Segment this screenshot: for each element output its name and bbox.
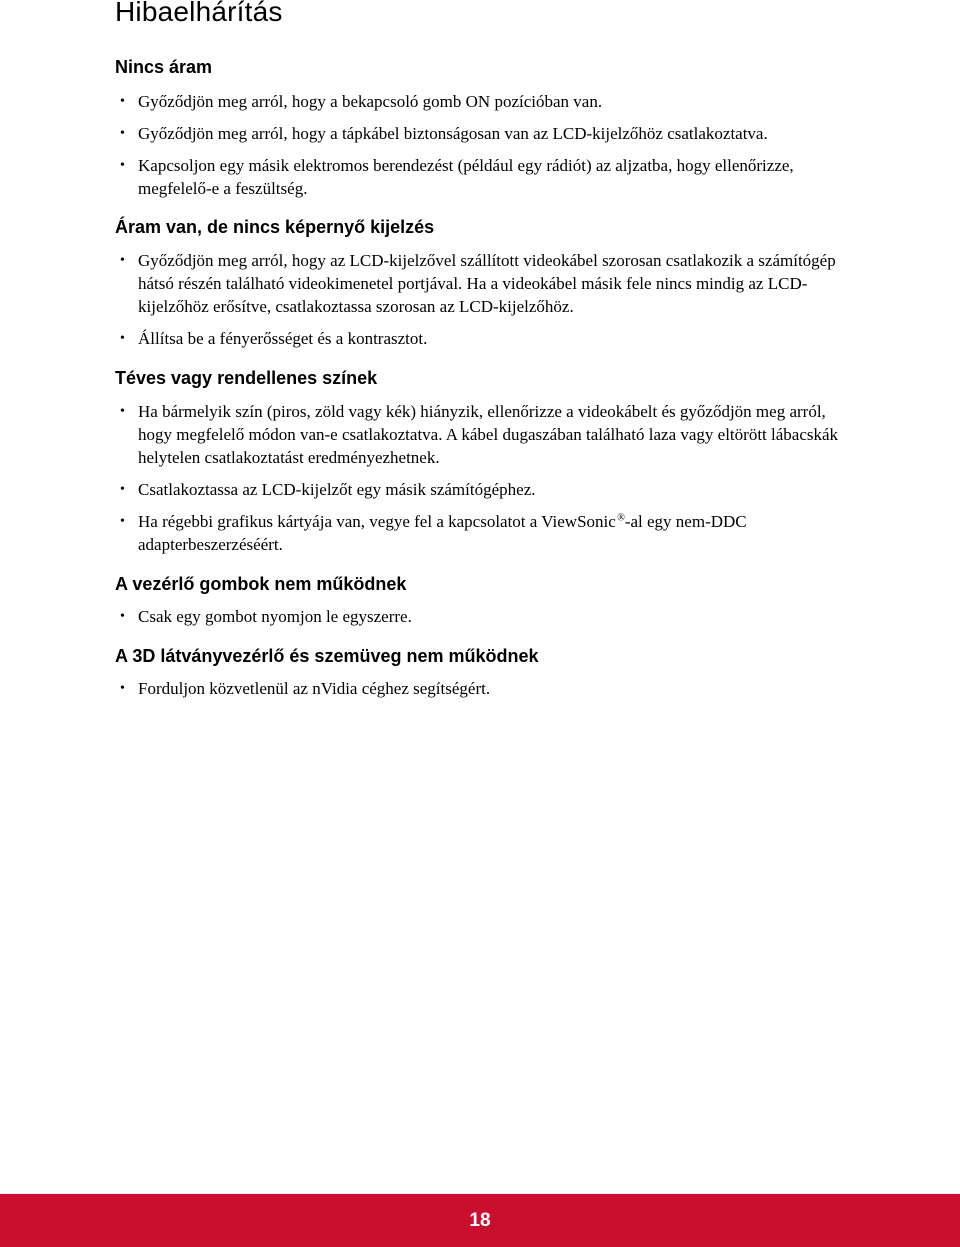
registered-mark: ® — [617, 512, 625, 524]
item-text-after: -al egy nem-DDC adapterbeszerzéséért. — [138, 512, 747, 554]
section-3d-glasses — [115, 644, 855, 700]
section-heading: Nincs áram — [115, 57, 213, 77]
list-item: • Győződjön meg arról, hogy a tápkábel biztonságosan van az LCD-kijelzőhöz csatlakoztatva. — [115, 122, 855, 145]
section-heading: Téves vagy rendellenes színek — [115, 368, 378, 388]
list-item: • Csatlakoztassa az LCD-kijelzőt egy másik számítógéphez. — [115, 478, 855, 501]
page-number: 18 — [469, 1209, 491, 1231]
list-item: • Kapcsoljon egy másik elektromos berendezést (például egy rádiót) az aljzatba, hogy ellenőrizze, megfelelő-e a feszültség. — [115, 154, 855, 200]
list-item — [115, 510, 855, 556]
list-item: • Forduljon közvetlenül az nVidia céghez segítségért. — [115, 677, 855, 700]
section-heading: A vezérlő gombok nem működnek — [115, 574, 407, 594]
bullet-list — [115, 605, 855, 628]
bullet-list — [115, 677, 855, 700]
section-wrong-colors — [115, 366, 855, 556]
section-control-buttons — [115, 572, 855, 628]
bullet-list — [115, 400, 855, 556]
page-title: Hibaelhárítás — [115, 0, 283, 27]
section-heading: A 3D látványvezérlő és szemüveg nem működnek — [115, 646, 539, 666]
list-item: • Győződjön meg arról, hogy a bekapcsoló gomb ON pozícióban van. — [115, 90, 855, 113]
section-heading: Áram van, de nincs képernyő kijelzés — [115, 217, 435, 237]
item-text-before: Ha régebbi grafikus kártyája van, vegye fel a kapcsolatot a ViewSonic — [138, 512, 616, 531]
list-item: • Győződjön meg arról, hogy az LCD-kijelzővel szállított videokábel szorosan csatlakozik a számítógép hátsó részén található videokimenetel portjával. Ha a videokábel másik fele nincs mindig az LCD-kijelzőhöz erősítve, csatlakoztassa szorosan az LCD-kijelzőhöz. — [115, 249, 855, 318]
list-item: • Ha bármelyik szín (piros, zöld vagy kék) hiányzik, ellenőrizze a videokábelt és győződjön meg arról, hogy megfelelő módon van-e csatlakoztatva. A kábel dugaszában található laza vagy eltörött lábacskák helytelen csatlakoztatást eredményezhetnek. — [115, 400, 855, 469]
list-item: • Állítsa be a fényerősséget és a kontrasztot. — [115, 327, 855, 350]
section-no-power — [115, 55, 855, 200]
troubleshooting-content — [115, 55, 855, 700]
list-item: • Csak egy gombot nyomjon le egyszerre. — [115, 605, 855, 628]
bullet-list — [115, 90, 855, 200]
section-power-no-display — [115, 215, 855, 350]
bullet-list — [115, 249, 855, 350]
footer-bar — [0, 1194, 960, 1247]
